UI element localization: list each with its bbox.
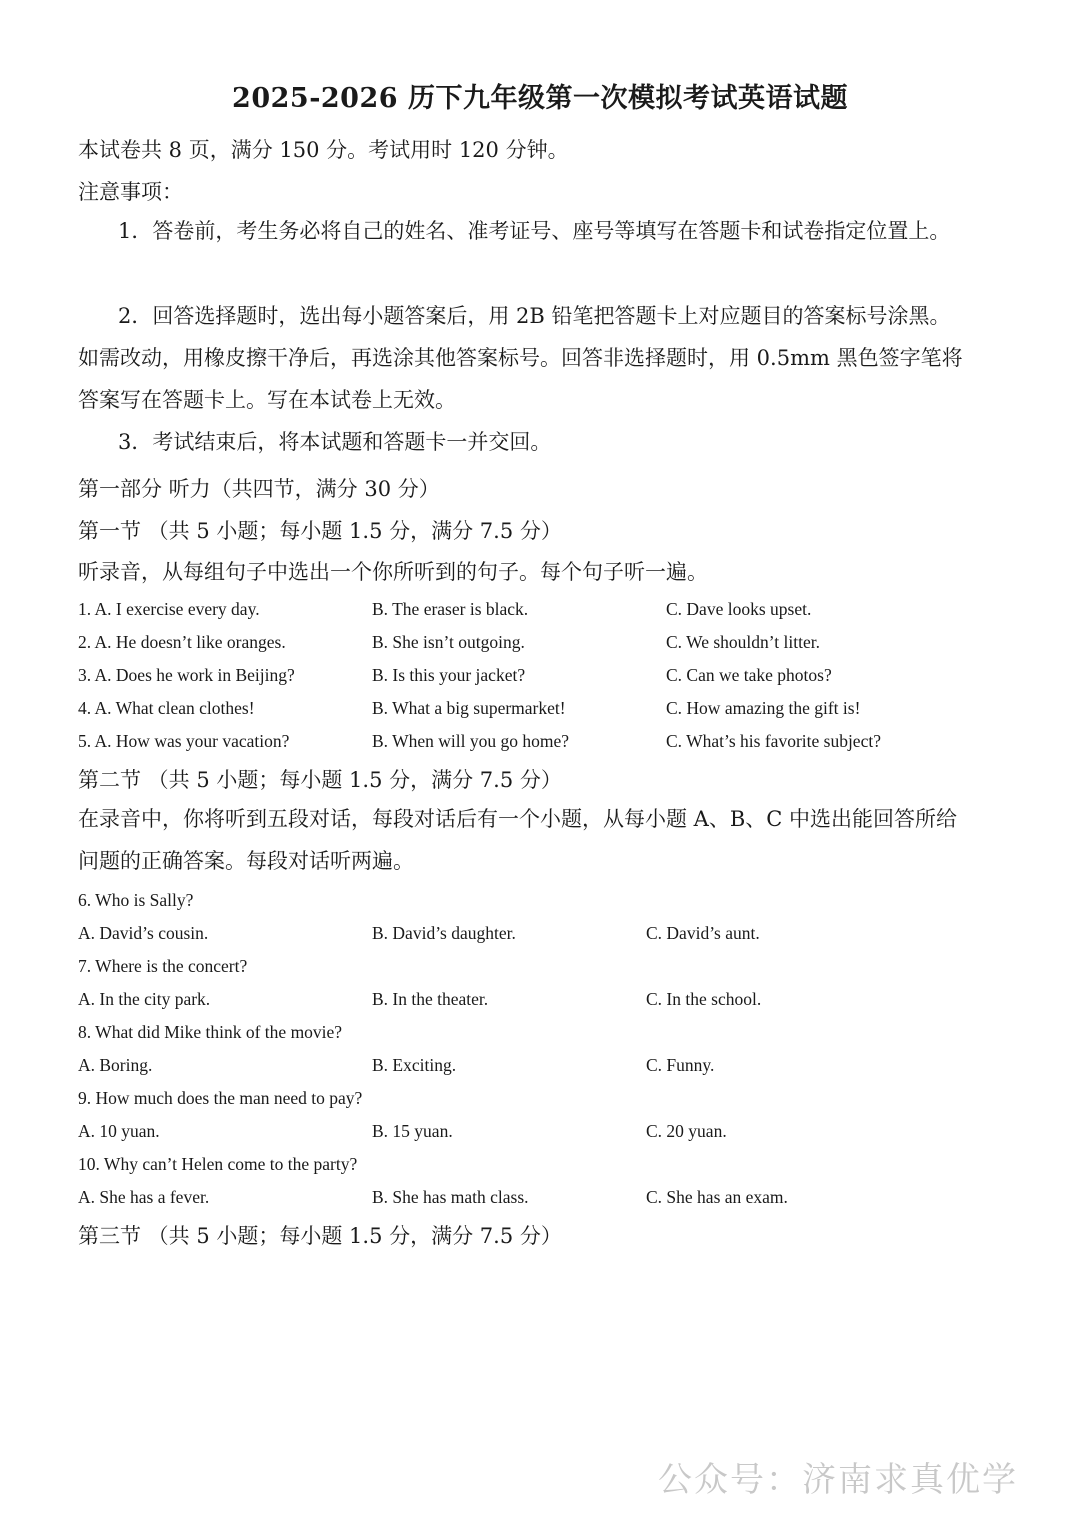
section1-questions <box>78 599 978 764</box>
option-b: B. Exciting. <box>372 1055 457 1075</box>
question-stem: 7. Where is the concert? <box>78 956 248 976</box>
option-c: C. In the school. <box>646 989 762 1009</box>
section2-instruction: 在录音中，你将听到五段对话，每段对话后有一个小题，从每小题 A、B、C 中选出能回答所给问题的正确答案。每段对话听两遍。 <box>78 807 958 873</box>
question-stem: 9. How much does the man need to pay? <box>78 1088 363 1108</box>
option-b: B. David’s daughter. <box>372 923 516 943</box>
question-row <box>78 665 978 698</box>
exam-intro: 本试卷共 8 页，满分 150 分。考试用时 120 分钟。 <box>78 138 569 162</box>
watermark: 公众号：济南求真优学 <box>658 1460 1018 1500</box>
option-a: A. David’s cousin. <box>78 923 209 943</box>
option-b: B. She has math class. <box>372 1187 529 1207</box>
section2-questions <box>78 890 978 1220</box>
option-c: C. Funny. <box>646 1055 715 1075</box>
section1-heading: 第一节 （共 5 小题；每小题 1.5 分，满分 7.5 分） <box>78 519 562 543</box>
option-a: 3. A. Does he work in Beijing? <box>78 665 295 685</box>
question-stem: 6. Who is Sally? <box>78 890 194 910</box>
question-row <box>78 599 978 632</box>
question-row <box>78 1187 978 1220</box>
section1-instruction: 听录音，从每组句子中选出一个你所听到的句子。每个句子听一遍。 <box>78 560 708 584</box>
page-title: 2025-2026 历下九年级第一次模拟考试英语试题 <box>232 83 848 114</box>
option-a: 5. A. How was your vacation? <box>78 731 290 751</box>
notice-heading: 注意事项： <box>78 180 183 204</box>
option-a: A. 10 yuan. <box>78 1121 160 1141</box>
option-c: C. 20 yuan. <box>646 1121 727 1141</box>
option-a: 1. A. I exercise every day. <box>78 599 260 619</box>
option-b: B. The eraser is black. <box>372 599 529 619</box>
option-b: B. She isn’t outgoing. <box>372 632 525 652</box>
option-b: B. In the theater. <box>372 989 489 1009</box>
option-b: B. When will you go home? <box>372 731 570 751</box>
notice-item-2: 2．回答选择题时，选出每小题答案后，用 2B 铅笔把答题卡上对应题目的答案标号涂黑。如需改动，用橡皮擦干净后，再选涂其他答案标号。回答非选择题时，用 0.5mm 黑色签字笔将答案写在答题卡上。写在本试卷上无效。 <box>78 304 963 412</box>
question-stem: 8. What did Mike think of the movie? <box>78 1022 343 1042</box>
question-row <box>78 698 978 731</box>
option-b: B. Is this your jacket? <box>372 665 526 685</box>
option-b: B. What a big supermarket! <box>372 698 566 718</box>
section3-heading: 第三节 （共 5 小题；每小题 1.5 分，满分 7.5 分） <box>78 1224 562 1248</box>
option-c: C. David’s aunt. <box>646 923 760 943</box>
notice-item-1: 1．答卷前，考生务必将自己的姓名、准考证号、座号等填写在答题卡和试卷指定位置上。 <box>118 219 951 243</box>
question-row <box>78 731 978 764</box>
question-row <box>78 1121 978 1154</box>
part1-heading: 第一部分 听力（共四节，满分 30 分） <box>78 477 440 501</box>
option-c: C. What’s his favorite subject? <box>666 731 881 751</box>
question-stem: 10. Why can’t Helen come to the party? <box>78 1154 358 1174</box>
option-c: C. How amazing the gift is! <box>666 698 861 718</box>
option-c: C. Can we take photos? <box>666 665 832 685</box>
option-c: C. We shouldn’t litter. <box>666 632 820 652</box>
option-a: 2. A. He doesn’t like oranges. <box>78 632 286 652</box>
option-a: A. Boring. <box>78 1055 153 1075</box>
option-a: A. In the city park. <box>78 989 211 1009</box>
notice-item-3: 3．考试结束后，将本试题和答题卡一并交回。 <box>118 430 552 454</box>
option-a: A. She has a fever. <box>78 1187 210 1207</box>
option-c: C. Dave looks upset. <box>666 599 812 619</box>
option-a: 4. A. What clean clothes! <box>78 698 255 718</box>
question-row <box>78 1055 978 1088</box>
option-c: C. She has an exam. <box>646 1187 788 1207</box>
question-row <box>78 989 978 1022</box>
question-row <box>78 632 978 665</box>
section2-heading: 第二节 （共 5 小题；每小题 1.5 分，满分 7.5 分） <box>78 768 562 792</box>
question-row <box>78 923 978 956</box>
option-b: B. 15 yuan. <box>372 1121 453 1141</box>
